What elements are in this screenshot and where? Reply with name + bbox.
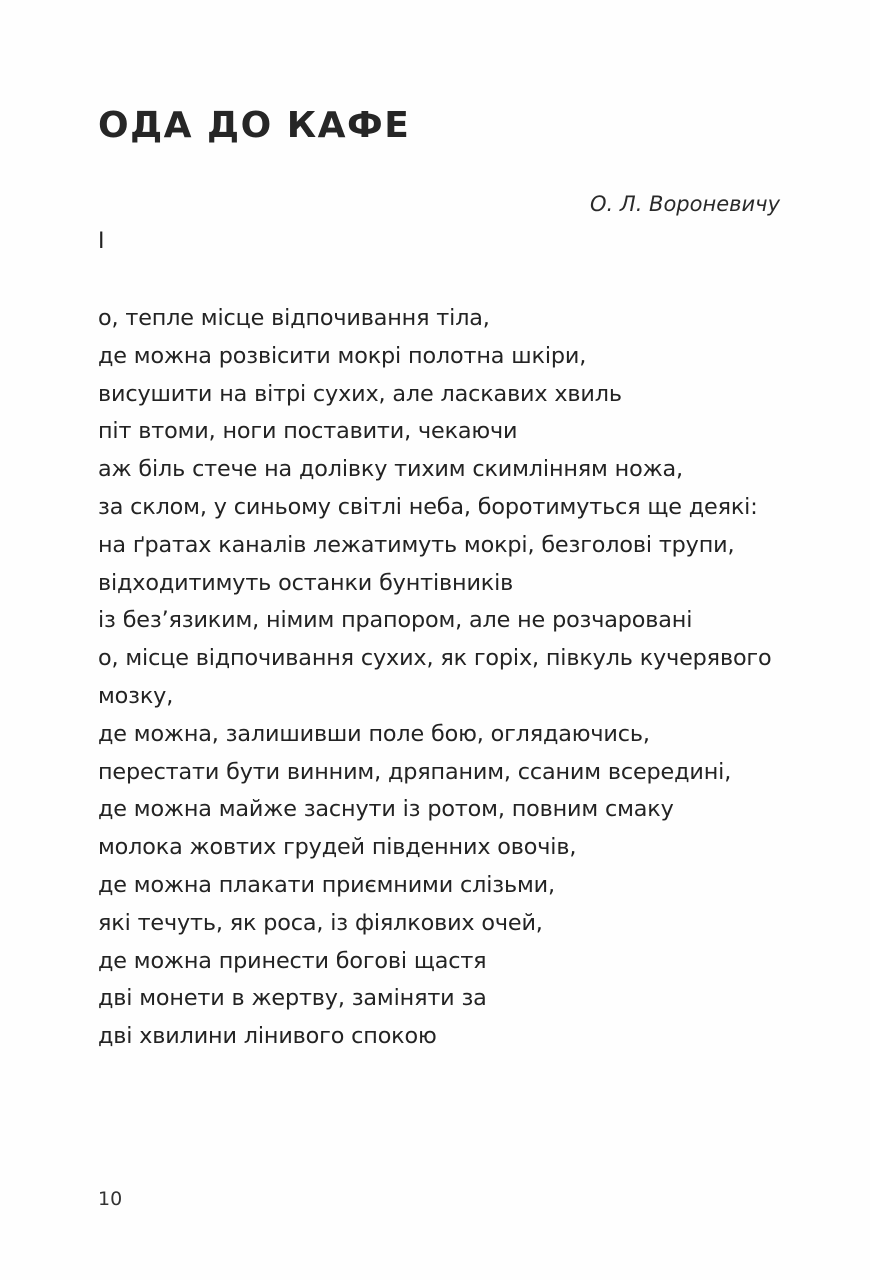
poem-line: молока жовтих грудей південних овочів, xyxy=(98,834,577,861)
poem-line: із без’язиким, німим прапором, але не розчаровані xyxy=(98,607,693,634)
poem-line: дві хвилини лінивого спокою xyxy=(98,1023,437,1050)
poem-title: ОДА ДО КАФЕ xyxy=(98,105,411,146)
poem-line: де можна плакати приємними слізьми, xyxy=(98,871,555,898)
page-number: 10 xyxy=(98,1188,123,1210)
poem-line: де можна розвісити мокрі полотна шкіри, xyxy=(98,342,587,369)
poem-line: де можна майже заснути із ротом, повним смаку xyxy=(98,796,674,823)
poem-line: о, тепле місце відпочивання тіла, xyxy=(98,305,490,331)
poem-body xyxy=(98,300,828,1056)
poem-line: за склом, у синьому світлі неба, боротимуться ще деякі: xyxy=(98,493,758,520)
section-number: I xyxy=(98,229,105,254)
poem-line: де можна принести богові щастя xyxy=(98,947,487,974)
poem-line: на ґратах каналів лежатимуть мокрі, безголові трупи, xyxy=(98,531,735,558)
poem-line: аж біль стече на долівку тихим скимлінням ножа, xyxy=(98,456,683,483)
dedication: О. Л. Вороневичу xyxy=(590,192,780,216)
poem-line: перестати бути винним, дряпаним, ссаним всередині, xyxy=(98,758,732,785)
poem-line: висушити на вітрі сухих, але ласкавих хвиль xyxy=(98,380,622,407)
poem-line: о, місце відпочивання сухих, як горіх, півкуль кучерявого xyxy=(98,645,772,672)
poem-line: дві монети в жертву, заміняти за xyxy=(98,985,487,1012)
poem-line: мозку, xyxy=(98,682,174,709)
poem-line: відходитимуть останки бунтівників xyxy=(98,569,514,596)
poem-line: які течуть, як роса, із фіялкових очей, xyxy=(98,909,543,936)
poem-line: де можна, залишивши поле бою, оглядаючись, xyxy=(98,720,650,747)
poem-line: піт втоми, ноги поставити, чекаючи xyxy=(98,418,518,445)
